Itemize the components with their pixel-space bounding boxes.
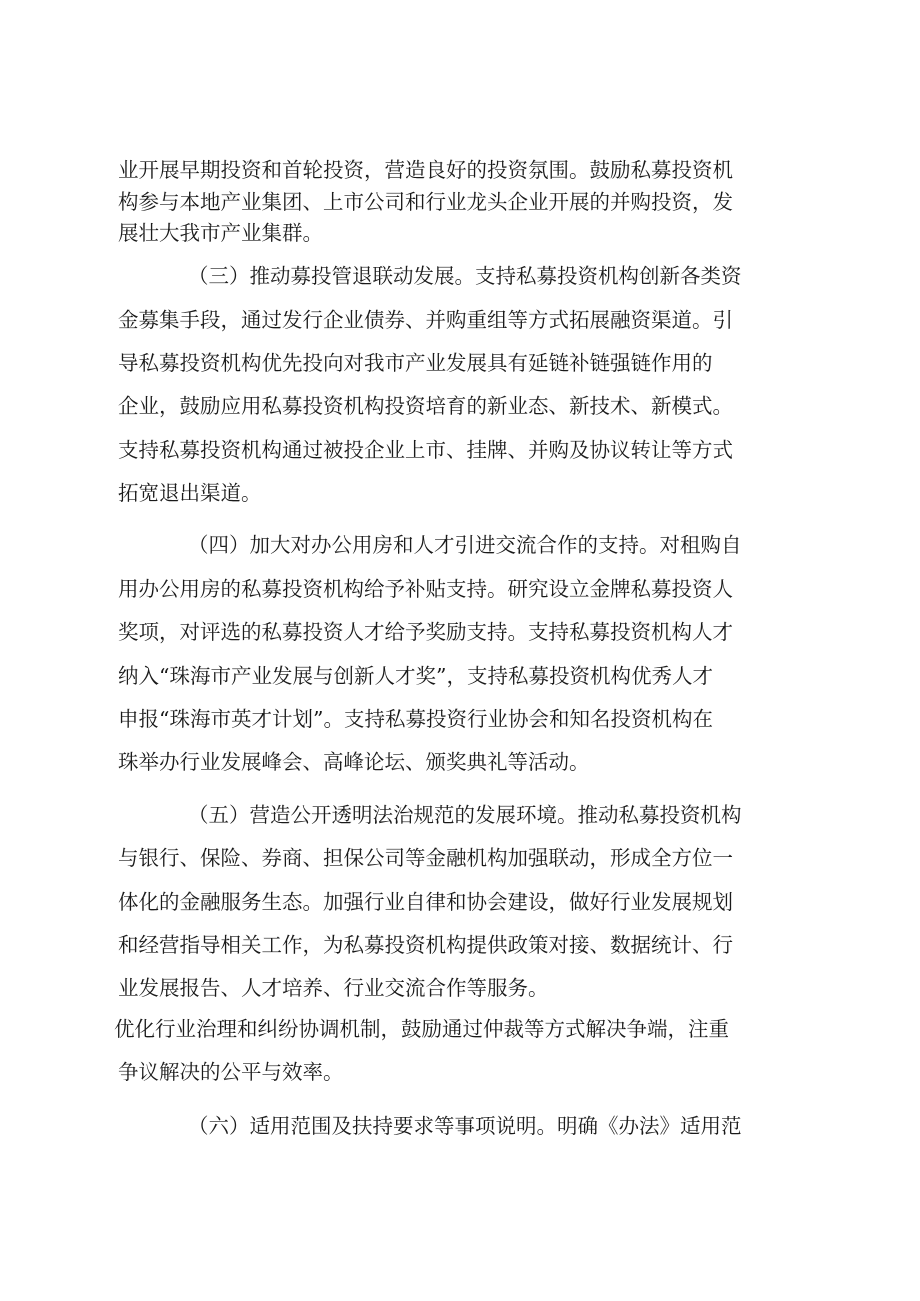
- text-line: 争议解决的公平与效率。: [118, 1060, 344, 1084]
- text-line: 申报“珠海市英才计划”。支持私募投资行业协会和知名投资机构在: [118, 707, 713, 731]
- text-line: 纳入“珠海市产业发展与创新人才奖”，支持私募投资机构优秀人才: [118, 664, 713, 688]
- text-line: 支持私募投资机构通过被投企业上市、挂牌、并购及协议转让等方式: [118, 438, 733, 462]
- section-5-heading-line: （五）营造公开透明法治规范的发展环境。推动私募投资机构: [188, 803, 742, 827]
- section-3-heading-line: （三）推动募投管退联动发展。支持私募投资机构创新各类资: [188, 264, 742, 288]
- section-4-heading-line: （四）加大对办公用房和人才引进交流合作的支持。对租购自: [188, 533, 742, 557]
- text-line: 体化的金融服务生态。加强行业自律和协会建设，做好行业发展规划: [118, 890, 733, 914]
- text-line: 奖项，对评选的私募投资人才给予奖励支持。支持私募投资机构人才: [118, 620, 733, 644]
- text-line: 构参与本地产业集团、上市公司和行业龙头企业开展的并购投资，发: [118, 190, 733, 214]
- text-line: 导私募投资机构优先投向对我市产业发展具有延链补链强链作用的: [118, 351, 713, 375]
- text-line: 和经营指导相关工作，为私募投资机构提供政策对接、数据统计、行: [118, 933, 733, 957]
- text-line: 业发展报告、人才培养、行业交流合作等服务。: [118, 976, 549, 1000]
- section-6-heading-line: （六）适用范围及扶持要求等事项说明。明确《办法》适用范: [188, 1114, 742, 1138]
- text-line: 拓宽退出渠道。: [118, 481, 262, 505]
- text-line: 用办公用房的私募投资机构给予补贴支持。研究设立金牌私募投资人: [118, 577, 733, 601]
- text-line: 珠举办行业发展峰会、高峰论坛、颁奖典礼等活动。: [118, 750, 590, 774]
- text-line: 金募集手段，通过发行企业债券、并购重组等方式拓展融资渠道。引: [118, 308, 733, 332]
- text-line: 展壮大我市产业集群。: [118, 221, 323, 245]
- text-line: 业开展早期投资和首轮投资，营造良好的投资氛围。鼓励私募投资机: [118, 158, 733, 182]
- text-line: 企业，鼓励应用私募投资机构投资培育的新业态、新技术、新模式。: [118, 394, 733, 418]
- text-line: 优化行业治理和纠纷协调机制，鼓励通过仲裁等方式解决争端，注重: [114, 1017, 729, 1041]
- text-line: 与银行、保险、券商、担保公司等金融机构加强联动，形成全方位一: [118, 846, 733, 870]
